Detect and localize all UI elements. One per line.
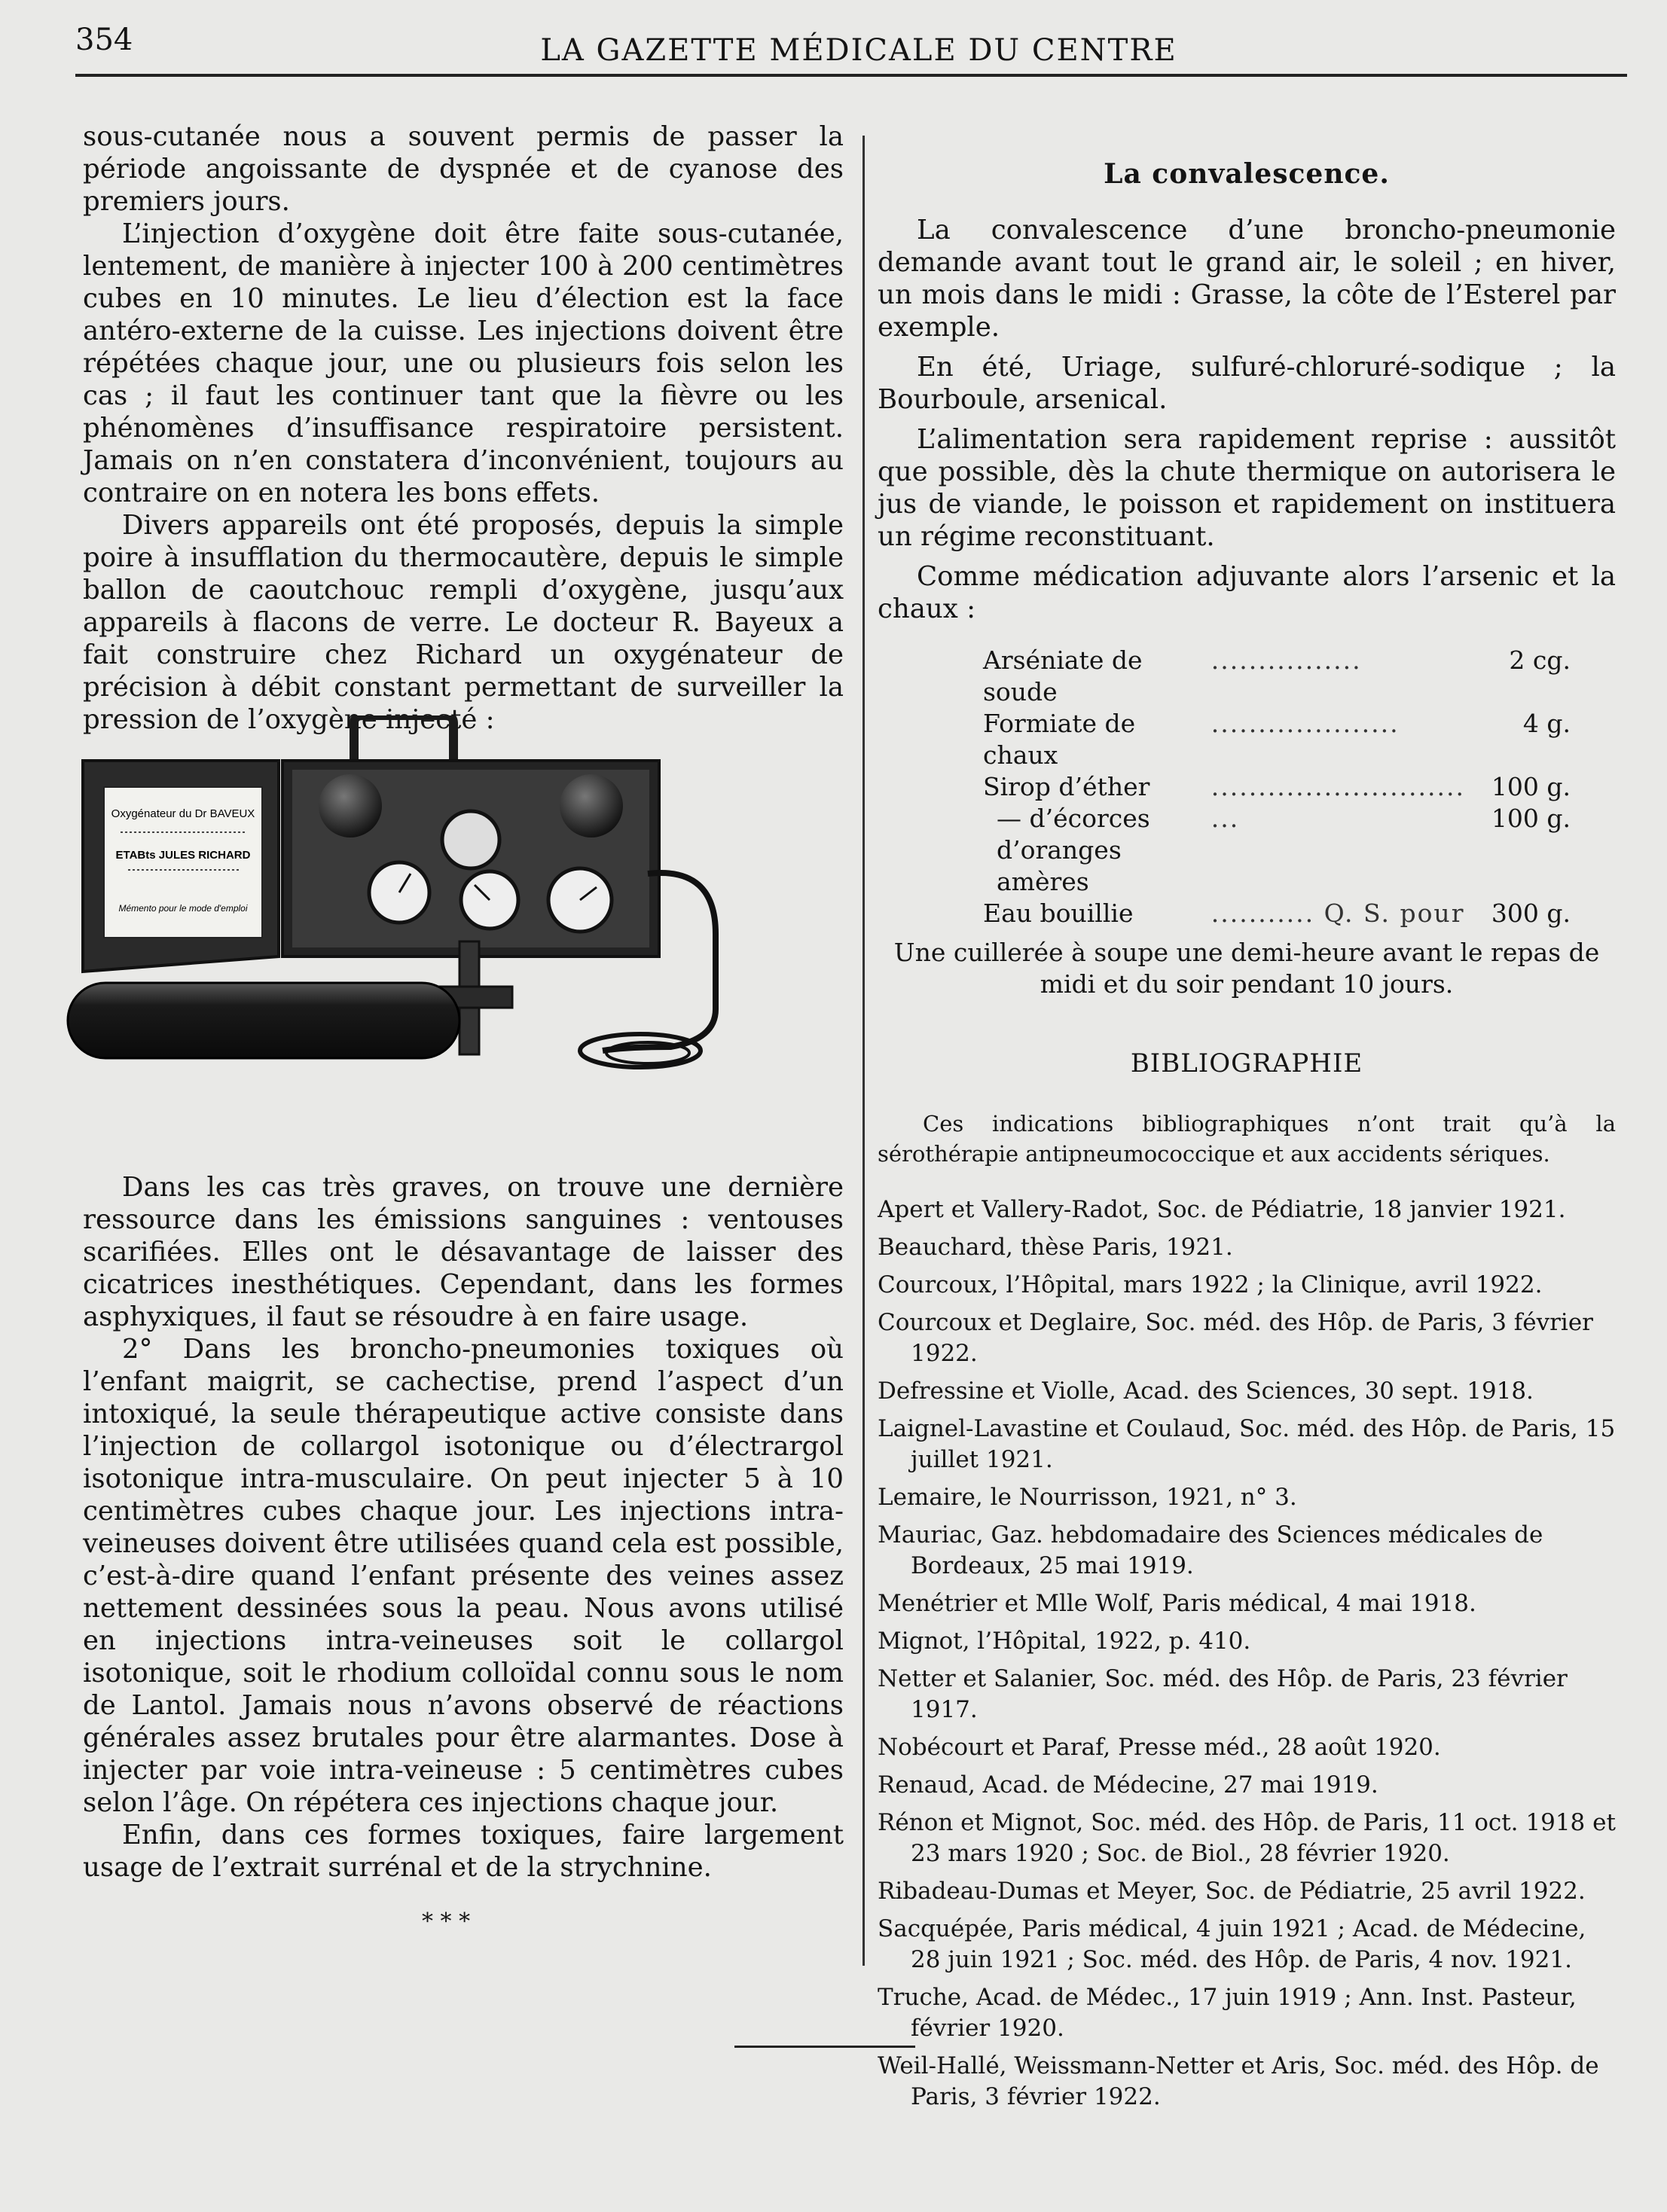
reference-item: Mignot, l’Hôpital, 1922, p. 410. xyxy=(878,1628,1251,1655)
prescription-row xyxy=(983,803,1571,898)
prescription-leader: ........................... xyxy=(1211,772,1465,801)
oxygenator-illustration xyxy=(53,715,859,1107)
bibliography-list xyxy=(878,1194,1616,2113)
pressure-gauge xyxy=(442,811,499,868)
reference-item: Menétrier et Mlle Wolf, Paris médical, 4 mai 1918. xyxy=(878,1590,1476,1617)
prescription-qty: 2 cg. xyxy=(1509,645,1571,675)
prescription-item: Sirop d’éther xyxy=(983,772,1150,801)
paragraph: Enfin, dans ces formes toxiques, faire largement usage de l’extrait surrénal et de la strychnine. xyxy=(83,1820,844,1883)
prescription-row xyxy=(983,898,1571,929)
paragraph: sous-cutanée nous a souvent permis de passer la période angoissante de dyspnée et de cyanose des premiers jours. xyxy=(83,121,844,217)
prescription-row xyxy=(983,708,1571,771)
prescription-row xyxy=(983,771,1571,803)
prescription-item: Formiate de chaux xyxy=(983,709,1136,770)
label-line-1: Oxygénateur du Dr BAVEUX xyxy=(111,807,255,820)
reference-item: Courcoux, l’Hôpital, mars 1922 ; la Clinique, avril 1922. xyxy=(878,1271,1543,1298)
column-rule xyxy=(863,136,865,1966)
reference-item: Nobécourt et Paraf, Presse méd., 28 août 1920. xyxy=(878,1734,1441,1761)
paragraph: La convalescence d’une broncho-pneumonie demande avant tout le grand air, le soleil ; en hiver, un mois dans le midi : Grasse, la côte de l’Esterel par exemple. xyxy=(878,215,1616,343)
reference-item: Rénon et Mignot, Soc. méd. des Hôp. de Paris, 11 oct. 1918 et 23 mars 1920 ; Soc. de Biol., 28 février 1920. xyxy=(878,1809,1616,1867)
reference-item: Renaud, Acad. de Médecine, 27 mai 1919. xyxy=(878,1771,1378,1799)
journal-title: LA GAZETTE MÉDICALE DU CENTRE xyxy=(540,33,1177,68)
bibliography-title: BIBLIOGRAPHIE xyxy=(1130,1048,1363,1079)
prescription-qty: 100 g. xyxy=(1491,772,1571,801)
prescription-qty: 300 g. xyxy=(1491,899,1571,928)
prescription-qty: 4 g. xyxy=(1522,709,1571,738)
reference-item: Courcoux et Deglaire, Soc. méd. des Hôp. de Paris, 3 février 1922. xyxy=(878,1309,1593,1367)
prescription-table xyxy=(983,645,1571,929)
bibliography-intro: Ces indications bibliographiques n’ont trait qu’à la sérothérapie antipneumococcique et aux accidents sériques. xyxy=(878,1111,1616,1167)
reference-item: Sacquépée, Paris médical, 4 juin 1921 ; Acad. de Médecine, 28 juin 1921 ; Soc. méd. des Hôp. de Paris, 4 nov. 1921. xyxy=(878,1915,1586,1973)
paragraph: 2° Dans les broncho-pneumonies toxiques où l’enfant maigrit, se cachectise, prend l’aspect d’un intoxiqué, la seule thérapeutique active consiste dans l’injection de collargol isotonique ou d’électrargol isotonique intra-musculaire. On peut injecter 5 à 10 centimètres cubes chaque jour. Les injections intra-veineuses doivent être utilisées quand cela est possible, c’est-à-dire quand l’enfant présente des veines assez nettement dessinées sous la peau. Nous avons utilisé en injections intra-veineuses soit le collargol isotonique, soit le rhodium colloïdal connu sous le nom de Lantol. Jamais nous n’avons observé de réactions générales assez brutales pour être alarmantes. Dose à injecter par voie intra-veineuse : 5 centimètres cubes selon l’âge. On répétera ces injections chaque jour. xyxy=(83,1334,844,1818)
prescription-note: Une cuillerée à soupe une demi-heure avant le repas de midi et du soir pendant 10 jours. xyxy=(893,938,1600,999)
prescription-item: Arséniate de soude xyxy=(983,645,1143,706)
reference-item: Defressine et Violle, Acad. des Sciences, 30 sept. 1918. xyxy=(878,1378,1534,1405)
reference-item: Ribadeau-Dumas et Meyer, Soc. de Pédiatrie, 25 avril 1922. xyxy=(878,1878,1586,1905)
paragraph: Dans les cas très graves, on trouve une dernière ressource dans les émissions sanguines : ventouses scarifiées. Elles ont le désavantage de laisser des cicatrices inesthétiques. Cependant, dans les formes asphyxiques, il faut se résoudre à en faire usage. xyxy=(83,1172,844,1332)
prescription-leader: ........... Q. S. pour xyxy=(1211,899,1465,928)
paragraph: Comme médication adjuvante alors l’arsenic et la chaux : xyxy=(878,561,1616,624)
reference-item: Apert et Vallery-Radot, Soc. de Pédiatrie, 18 janvier 1921. xyxy=(878,1196,1566,1223)
reference-item: Truche, Acad. de Médec., 17 juin 1919 ; Ann. Inst. Pasteur, février 1920. xyxy=(878,1984,1577,2042)
reference-item: Weil-Hallé, Weissmann-Netter et Aris, Soc. méd. des Hôp. de Paris, 3 février 1922. xyxy=(878,2052,1599,2110)
section-end-mark: * * * xyxy=(422,1908,471,1935)
prescription-item: — d’écorces d’oranges amères xyxy=(997,804,1150,896)
reference-item: Mauriac, Gaz. hebdomadaire des Sciences médicales de Bordeaux, 25 mai 1919. xyxy=(878,1521,1543,1579)
footer-rule xyxy=(734,2046,915,2048)
reference-item: Beauchard, thèse Paris, 1921. xyxy=(878,1234,1233,1261)
left-column-continued xyxy=(83,1171,844,1884)
oxygen-cylinder xyxy=(68,983,459,1058)
right-column xyxy=(878,158,1616,2119)
paragraph: L’alimentation sera rapidement reprise : aussitôt que possible, dès la chute thermique on autorisera le jus de viande, le poisson et rapidement on instituera un régime reconstituant. xyxy=(878,424,1616,552)
prescription-leader: ................ xyxy=(1211,645,1362,675)
reference-item: Netter et Salanier, Soc. méd. des Hôp. de Paris, 23 février 1917. xyxy=(878,1665,1568,1723)
paragraph: En été, Uriage, sulfuré-chloruré-sodique ; la Bourboule, arsenical. xyxy=(878,352,1616,415)
paragraph: Divers appareils ont été proposés, depuis la simple poire à insufflation du thermocautère, depuis le simple ballon de caoutchouc rempli d’oxygène, jusqu’aux appareils à flacons de verre. Le docteur R. Bayeux a fait construire chez Richard un oxygénateur de précision à débit constant permettant de surveiller la pression de l’oxygène injecté : xyxy=(83,510,844,735)
label-line-2: ETABts JULES RICHARD xyxy=(115,849,251,862)
paragraph: L’injection d’oxygène doit être faite sous-cutanée, lentement, de manière à injecter 100 à 200 centimètres cubes en 10 minutes. Le lieu d’élection est la face antéro-externe de la cuisse. Les injections doivent être répétées chaque jour, une ou plusieurs fois selon les cas ; il faut les continuer tant que la fièvre ou les phénomènes d’insuffisance respiratoire persistent. Jamais on n’en constatera d’inconvénient, toujours au contraire on en notera les bons effets. xyxy=(83,218,844,508)
header-rule xyxy=(75,74,1627,77)
prescription-leader: ... xyxy=(1211,804,1240,833)
section-title: La convalescence. xyxy=(1104,158,1390,190)
page-number: 354 xyxy=(75,23,133,57)
prescription-item: Eau bouillie xyxy=(983,899,1134,928)
prescription-qty: 100 g. xyxy=(1491,804,1571,833)
prescription-leader: .................... xyxy=(1211,709,1400,738)
prescription-row xyxy=(983,645,1571,708)
reference-item: Laignel-Lavastine et Coulaud, Soc. méd. des Hôp. de Paris, 15 juillet 1921. xyxy=(878,1415,1616,1473)
label-line-3: Mémento pour le mode d'emploi xyxy=(118,903,248,914)
left-column xyxy=(83,121,844,736)
reference-item: Lemaire, le Nourrisson, 1921, n° 3. xyxy=(878,1484,1297,1511)
